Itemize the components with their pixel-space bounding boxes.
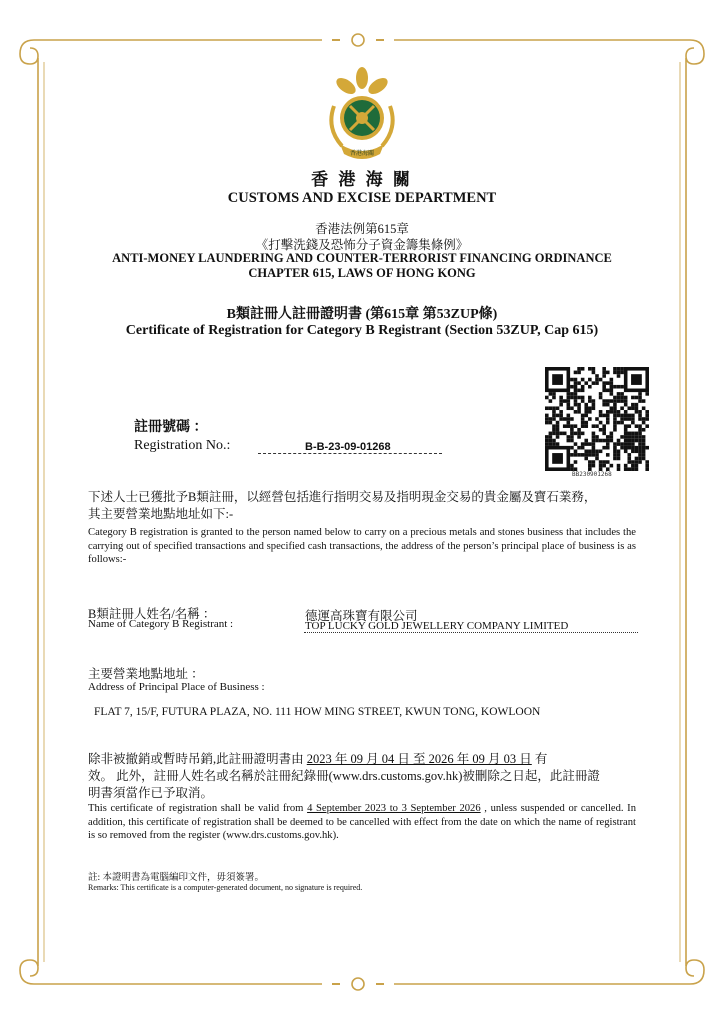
registrant-name-en: TOP LUCKY GOLD JEWELLERY COMPANY LIMITED [305,620,569,632]
ordinance-chapter-zh: 香港法例第615章 [315,222,409,236]
validity-en-period: 4 September 2023 to 3 September 2026 [307,803,481,814]
validity-zh-line-1 [88,751,648,768]
grant-text-zh-2: 其主要營業地點地址如下:- [88,507,234,521]
validity-zh-line-3: 明書須當作已予取消。 [88,786,214,800]
qr-caption: BB230901268 [572,471,612,478]
remark-zh: 註: 本證明書為電腦編印文件，毋須簽署。 [88,873,265,883]
qr-finder-pattern [631,374,642,385]
remark-en: Remarks: This certificate is a computer-generated document, no signature is required. [88,883,363,892]
registration-underline [258,452,442,454]
validity-zh-line-2: 效。 此外，註冊人姓名或名稱於註冊紀錄冊(www.drs.customs.gov.hk)被刪除之日起，此註冊證 [88,769,600,783]
ordinance-chapter-en: CHAPTER 615, LAWS OF HONG KONG [248,266,476,280]
address-value: FLAT 7, 15/F, FUTURA PLAZA, NO. 111 HOW MING STREET, KWUN TONG, KOWLOON [94,706,541,718]
validity-zh-post: 有 [534,752,548,766]
ordinance-name-en: ANTI-MONEY LAUNDERING AND COUNTER-TERRORIST FINANCING ORDINANCE [112,251,612,265]
registration-label-en: Registration No.: [134,438,231,453]
validity-en-post: , unless suspended or cancelled. In addition, this certificate of registration shall be deemed to be cancelled with effect from the date on which the name of registrant is so removed from the register (www.drs.customs.gov.hk). [88,803,636,841]
validity-en [88,802,636,843]
grant-text-en: Category B registration is granted to the person named below to carry on a precious metals and stones business that includes the carrying out of specified transactions and specified cash transactions, the address of the person’s principal place of business is as follows:- [88,527,636,565]
address-label-zh: 主要營業地點地址 ： [88,667,204,681]
ordinance-name-zh: 《打擊洗錢及恐怖分子資金籌集條例》 [255,238,469,252]
qr-finder-pattern [552,453,563,464]
department-name-zh: 香 港 海 關 [311,170,413,189]
registration-label-zh: 註冊號碼 ： [134,420,208,435]
grant-text-zh-1: 下述人士已獲批予B類註冊，以經營包括進行指明交易及指明現金交易的貴金屬及寶石業務， [88,490,597,504]
qr-code [545,367,649,471]
registration-number: B-B-23-09-01268 [305,441,391,453]
validity-en-pre: This certificate of registration shall be valid from [88,803,304,814]
department-name-en: CUSTOMS AND EXCISE DEPARTMENT [227,190,497,206]
certificate-title-zh: B類註冊人註冊證明書 (第615章 第53ZUP條) [226,307,498,322]
registrant-underline [304,631,638,633]
address-label-en: Address of Principal Place of Business : [88,681,265,693]
validity-zh-period: 2023 年 09 月 04 日 至 2026 年 09 月 03 日 [306,752,532,766]
registrant-name-zh: 德運高珠寶有限公司 [305,609,418,623]
qr-finder-pattern [552,374,563,385]
validity-zh-pre: 除非被撤銷或暫時吊銷,此註冊證明書由 [88,752,304,766]
registrant-label-en: Name of Category B Registrant : [88,618,234,630]
certificate-title-en: Certificate of Registration for Category B Registrant (Section 53ZUP, Cap 615) [125,323,599,338]
registrant-label-zh: B類註冊人姓名/名稱 ： [88,607,216,621]
seal-text: 香港海關 [349,150,375,157]
customs-emblem-logo [318,66,406,162]
